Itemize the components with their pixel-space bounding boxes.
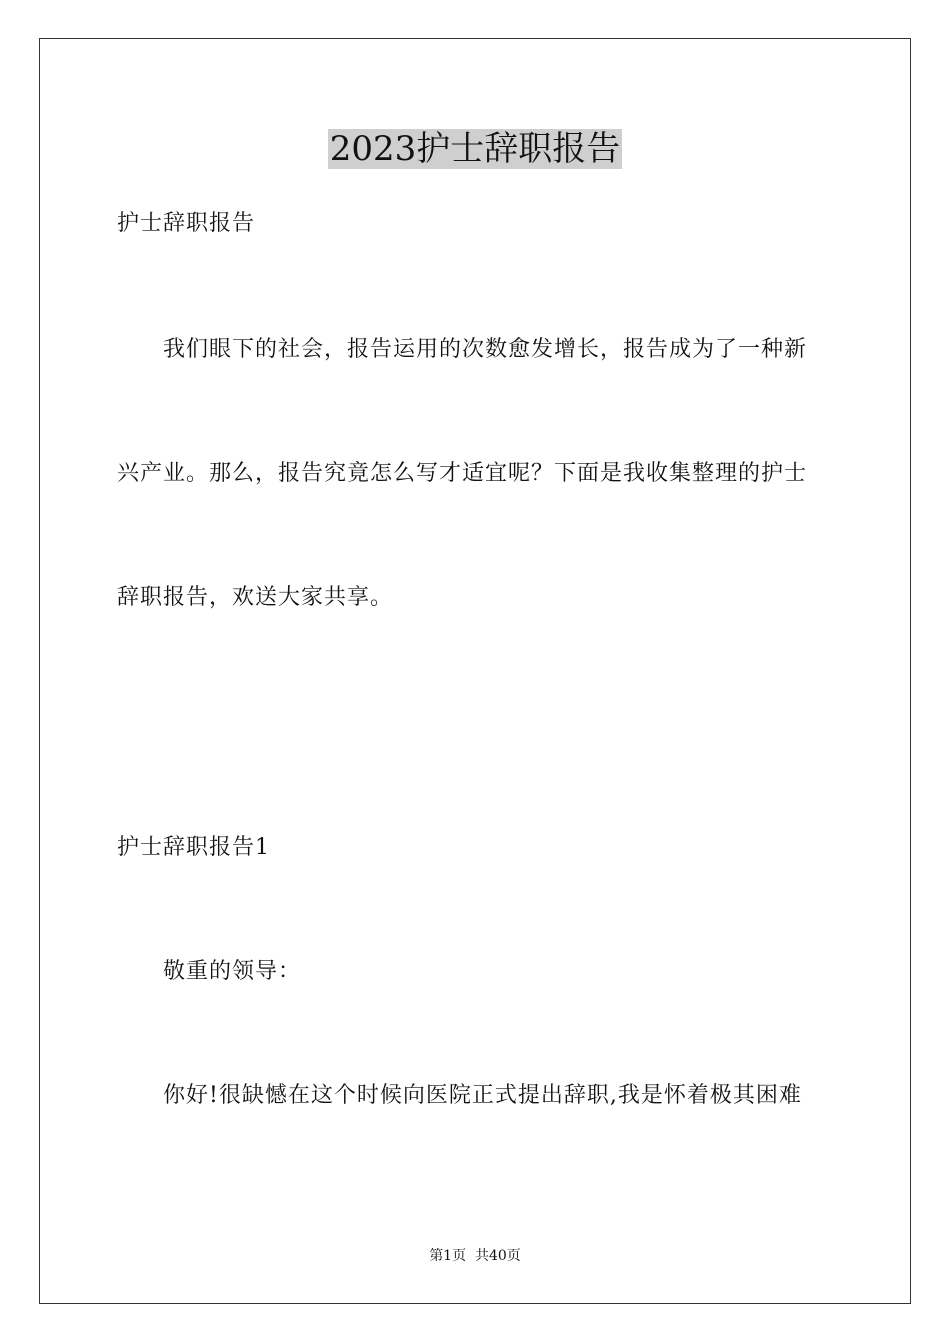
- body-line: 你好!很缺憾在这个时候向医院正式提出辞职,我是怀着极其困难: [163, 1083, 802, 1108]
- salutation: 敬重的领导：: [163, 959, 302, 984]
- intro-line: 辞职报告，欢送大家共享。: [117, 585, 394, 610]
- page-footer: 第1页 共40页: [429, 1248, 521, 1264]
- section-heading: 护士辞职报告1: [117, 835, 270, 860]
- document-title-text: 2023护士辞职报告: [329, 129, 621, 169]
- intro-line: 兴产业。那么，报告究竟怎么写才适宜呢？下面是我收集整理的护士: [117, 461, 808, 486]
- intro-line: 我们眼下的社会，报告运用的次数愈发增长，报告成为了一种新: [163, 337, 808, 362]
- document-subtitle: 护士辞职报告: [117, 211, 256, 236]
- document-title: [0, 124, 950, 174]
